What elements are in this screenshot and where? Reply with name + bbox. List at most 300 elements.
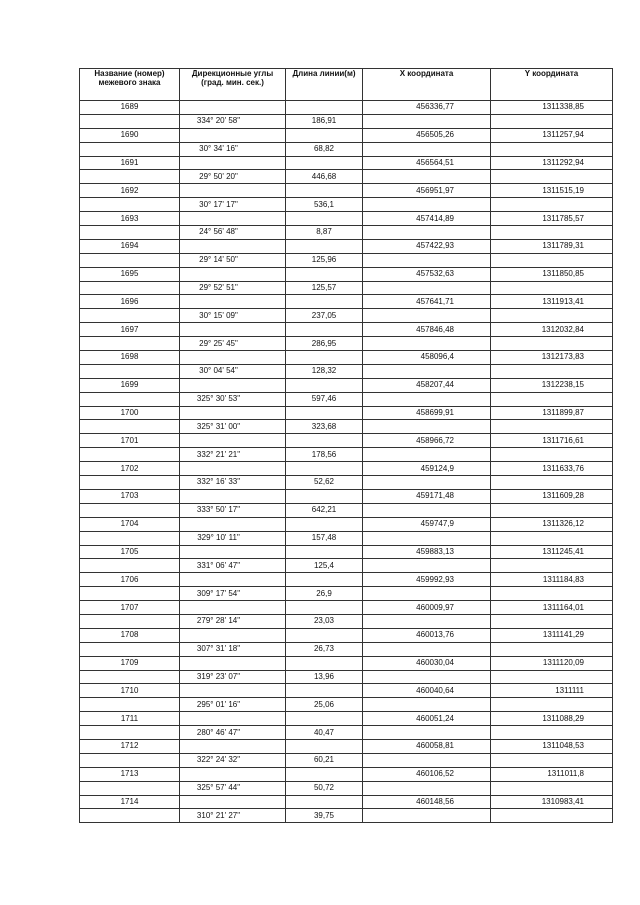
- empty-cell: [180, 128, 286, 142]
- point-name-cell: 1695: [80, 267, 180, 281]
- empty-cell: [363, 309, 491, 323]
- empty-cell: [491, 503, 613, 517]
- empty-cell: [491, 753, 613, 767]
- direction-angle-cell: 29° 25' 45": [180, 337, 286, 351]
- point-row: [80, 351, 613, 365]
- x-coordinate-cell: 460009,97: [363, 601, 491, 615]
- y-coordinate-cell: 1311111: [491, 684, 613, 698]
- empty-cell: [363, 392, 491, 406]
- header-line-length: Длина линии(м): [286, 69, 363, 101]
- point-row: [80, 406, 613, 420]
- x-coordinate-cell: 460051,24: [363, 712, 491, 726]
- line-length-cell: 237,05: [286, 309, 363, 323]
- empty-cell: [286, 128, 363, 142]
- point-name-cell: 1691: [80, 156, 180, 170]
- y-coordinate-cell: 1311716,61: [491, 434, 613, 448]
- empty-cell: [80, 753, 180, 767]
- x-coordinate-cell: 457532,63: [363, 267, 491, 281]
- direction-angle-cell: 295° 01' 16": [180, 698, 286, 712]
- line-length-cell: 26,73: [286, 642, 363, 656]
- empty-cell: [180, 489, 286, 503]
- direction-angle-cell: 307° 31' 18": [180, 642, 286, 656]
- point-row: [80, 656, 613, 670]
- point-name-cell: 1702: [80, 462, 180, 476]
- x-coordinate-cell: 459124,9: [363, 462, 491, 476]
- header-point-name: Название (номер) межевого знака: [80, 69, 180, 101]
- y-coordinate-cell: 1311899,87: [491, 406, 613, 420]
- point-row: [80, 545, 613, 559]
- point-name-cell: 1713: [80, 767, 180, 781]
- empty-cell: [180, 656, 286, 670]
- direction-angle-cell: 30° 04' 54": [180, 364, 286, 378]
- line-length-cell: 125,57: [286, 281, 363, 295]
- empty-cell: [363, 364, 491, 378]
- empty-cell: [180, 156, 286, 170]
- x-coordinate-cell: 456505,26: [363, 128, 491, 142]
- direction-angle-cell: 325° 30' 53": [180, 392, 286, 406]
- table-header-row: [80, 69, 613, 101]
- segment-row: [80, 614, 613, 628]
- empty-cell: [80, 392, 180, 406]
- empty-cell: [286, 323, 363, 337]
- direction-angle-cell: 325° 31' 00": [180, 420, 286, 434]
- point-row: [80, 434, 613, 448]
- empty-cell: [80, 337, 180, 351]
- empty-cell: [286, 295, 363, 309]
- segment-row: [80, 392, 613, 406]
- segment-row: [80, 587, 613, 601]
- header-y-coordinate: Y координата: [491, 69, 613, 101]
- direction-angle-cell: 30° 34' 16": [180, 142, 286, 156]
- line-length-cell: 40,47: [286, 726, 363, 740]
- point-row: [80, 462, 613, 476]
- empty-cell: [286, 406, 363, 420]
- line-length-cell: 23,03: [286, 614, 363, 628]
- segment-row: [80, 753, 613, 767]
- empty-cell: [180, 351, 286, 365]
- point-name-cell: 1700: [80, 406, 180, 420]
- line-length-cell: 186,91: [286, 114, 363, 128]
- empty-cell: [286, 573, 363, 587]
- empty-cell: [180, 684, 286, 698]
- empty-cell: [363, 670, 491, 684]
- empty-cell: [491, 670, 613, 684]
- point-name-cell: 1703: [80, 489, 180, 503]
- empty-cell: [80, 198, 180, 212]
- empty-cell: [80, 476, 180, 490]
- empty-cell: [363, 726, 491, 740]
- empty-cell: [80, 670, 180, 684]
- empty-cell: [80, 114, 180, 128]
- empty-cell: [363, 476, 491, 490]
- direction-angle-cell: 325° 57' 44": [180, 781, 286, 795]
- segment-row: [80, 420, 613, 434]
- point-name-cell: 1701: [80, 434, 180, 448]
- empty-cell: [491, 531, 613, 545]
- line-length-cell: 52,62: [286, 476, 363, 490]
- y-coordinate-cell: 1311164,01: [491, 601, 613, 615]
- x-coordinate-cell: 456951,97: [363, 184, 491, 198]
- point-row: [80, 601, 613, 615]
- direction-angle-cell: 332° 16' 33": [180, 476, 286, 490]
- empty-cell: [286, 517, 363, 531]
- y-coordinate-cell: 1310983,41: [491, 795, 613, 809]
- empty-cell: [491, 170, 613, 184]
- empty-cell: [180, 517, 286, 531]
- point-row: [80, 489, 613, 503]
- empty-cell: [80, 281, 180, 295]
- line-length-cell: 25,06: [286, 698, 363, 712]
- empty-cell: [286, 656, 363, 670]
- empty-cell: [363, 531, 491, 545]
- empty-cell: [286, 267, 363, 281]
- table-body: [80, 101, 613, 823]
- y-coordinate-cell: 1312032,84: [491, 323, 613, 337]
- point-row: [80, 323, 613, 337]
- empty-cell: [80, 503, 180, 517]
- point-row: [80, 184, 613, 198]
- segment-row: [80, 337, 613, 351]
- y-coordinate-cell: 1311913,41: [491, 295, 613, 309]
- empty-cell: [491, 392, 613, 406]
- empty-cell: [80, 614, 180, 628]
- x-coordinate-cell: 457846,48: [363, 323, 491, 337]
- empty-cell: [286, 434, 363, 448]
- empty-cell: [363, 448, 491, 462]
- line-length-cell: 26,9: [286, 587, 363, 601]
- empty-cell: [491, 226, 613, 240]
- empty-cell: [80, 226, 180, 240]
- empty-cell: [286, 239, 363, 253]
- empty-cell: [363, 198, 491, 212]
- x-coordinate-cell: 456336,77: [363, 101, 491, 115]
- empty-cell: [286, 212, 363, 226]
- direction-angle-cell: 280° 46' 47": [180, 726, 286, 740]
- point-row: [80, 101, 613, 115]
- direction-angle-cell: 310° 21' 27": [180, 809, 286, 823]
- direction-angle-cell: 30° 15' 09": [180, 309, 286, 323]
- direction-angle-cell: 24° 56' 48": [180, 226, 286, 240]
- empty-cell: [491, 587, 613, 601]
- empty-cell: [180, 267, 286, 281]
- y-coordinate-cell: 1311515,19: [491, 184, 613, 198]
- line-length-cell: 8,87: [286, 226, 363, 240]
- segment-row: [80, 114, 613, 128]
- x-coordinate-cell: 460058,81: [363, 739, 491, 753]
- empty-cell: [491, 281, 613, 295]
- direction-angle-cell: 329° 10' 11": [180, 531, 286, 545]
- point-row: [80, 573, 613, 587]
- empty-cell: [363, 503, 491, 517]
- empty-cell: [286, 795, 363, 809]
- empty-cell: [491, 726, 613, 740]
- point-name-cell: 1712: [80, 739, 180, 753]
- direction-angle-cell: 334° 20' 58": [180, 114, 286, 128]
- empty-cell: [491, 309, 613, 323]
- empty-cell: [363, 142, 491, 156]
- empty-cell: [286, 351, 363, 365]
- empty-cell: [180, 712, 286, 726]
- x-coordinate-cell: 459992,93: [363, 573, 491, 587]
- empty-cell: [363, 753, 491, 767]
- point-row: [80, 767, 613, 781]
- line-length-cell: 13,96: [286, 670, 363, 684]
- empty-cell: [180, 184, 286, 198]
- point-name-cell: 1689: [80, 101, 180, 115]
- empty-cell: [363, 809, 491, 823]
- y-coordinate-cell: 1312173,83: [491, 351, 613, 365]
- empty-cell: [286, 101, 363, 115]
- segment-row: [80, 531, 613, 545]
- point-name-cell: 1698: [80, 351, 180, 365]
- y-coordinate-cell: 1311609,28: [491, 489, 613, 503]
- point-name-cell: 1704: [80, 517, 180, 531]
- point-row: [80, 239, 613, 253]
- empty-cell: [491, 364, 613, 378]
- empty-cell: [80, 587, 180, 601]
- empty-cell: [363, 420, 491, 434]
- point-name-cell: 1690: [80, 128, 180, 142]
- y-coordinate-cell: 1311048,53: [491, 739, 613, 753]
- point-row: [80, 795, 613, 809]
- empty-cell: [80, 448, 180, 462]
- empty-cell: [363, 614, 491, 628]
- empty-cell: [363, 337, 491, 351]
- direction-angle-cell: 333° 50' 17": [180, 503, 286, 517]
- point-row: [80, 295, 613, 309]
- point-row: [80, 267, 613, 281]
- empty-cell: [80, 642, 180, 656]
- y-coordinate-cell: 1311789,31: [491, 239, 613, 253]
- line-length-cell: 60,21: [286, 753, 363, 767]
- empty-cell: [491, 114, 613, 128]
- empty-cell: [363, 698, 491, 712]
- header-x-coordinate: X координата: [363, 69, 491, 101]
- segment-row: [80, 476, 613, 490]
- empty-cell: [180, 406, 286, 420]
- empty-cell: [363, 253, 491, 267]
- empty-cell: [363, 114, 491, 128]
- y-coordinate-cell: 1311785,57: [491, 212, 613, 226]
- empty-cell: [286, 628, 363, 642]
- point-row: [80, 212, 613, 226]
- point-name-cell: 1714: [80, 795, 180, 809]
- line-length-cell: 125,96: [286, 253, 363, 267]
- empty-cell: [491, 142, 613, 156]
- point-name-cell: 1706: [80, 573, 180, 587]
- line-length-cell: 178,56: [286, 448, 363, 462]
- point-row: [80, 628, 613, 642]
- direction-angle-cell: 332° 21' 21": [180, 448, 286, 462]
- empty-cell: [80, 531, 180, 545]
- point-row: [80, 378, 613, 392]
- point-name-cell: 1705: [80, 545, 180, 559]
- point-name-cell: 1709: [80, 656, 180, 670]
- point-name-cell: 1692: [80, 184, 180, 198]
- x-coordinate-cell: 460030,04: [363, 656, 491, 670]
- empty-cell: [180, 739, 286, 753]
- empty-cell: [180, 601, 286, 615]
- empty-cell: [180, 573, 286, 587]
- y-coordinate-cell: 1311245,41: [491, 545, 613, 559]
- empty-cell: [491, 781, 613, 795]
- empty-cell: [286, 712, 363, 726]
- line-length-cell: 597,46: [286, 392, 363, 406]
- segment-row: [80, 170, 613, 184]
- point-row: [80, 684, 613, 698]
- line-length-cell: 286,95: [286, 337, 363, 351]
- point-row: [80, 712, 613, 726]
- x-coordinate-cell: 459883,13: [363, 545, 491, 559]
- segment-row: [80, 364, 613, 378]
- direction-angle-cell: 29° 14' 50": [180, 253, 286, 267]
- empty-cell: [286, 489, 363, 503]
- empty-cell: [363, 587, 491, 601]
- empty-cell: [363, 781, 491, 795]
- empty-cell: [80, 726, 180, 740]
- x-coordinate-cell: 458966,72: [363, 434, 491, 448]
- y-coordinate-cell: 1312238,15: [491, 378, 613, 392]
- empty-cell: [180, 295, 286, 309]
- line-length-cell: 157,48: [286, 531, 363, 545]
- empty-cell: [180, 239, 286, 253]
- line-length-cell: 125,4: [286, 559, 363, 573]
- point-name-cell: 1693: [80, 212, 180, 226]
- y-coordinate-cell: 1311850,85: [491, 267, 613, 281]
- point-name-cell: 1708: [80, 628, 180, 642]
- empty-cell: [286, 378, 363, 392]
- point-row: [80, 739, 613, 753]
- segment-row: [80, 448, 613, 462]
- empty-cell: [363, 281, 491, 295]
- x-coordinate-cell: 460148,56: [363, 795, 491, 809]
- segment-row: [80, 781, 613, 795]
- empty-cell: [180, 323, 286, 337]
- empty-cell: [491, 448, 613, 462]
- x-coordinate-cell: 458699,91: [363, 406, 491, 420]
- direction-angle-cell: 29° 52' 51": [180, 281, 286, 295]
- line-length-cell: 50,72: [286, 781, 363, 795]
- empty-cell: [491, 698, 613, 712]
- empty-cell: [80, 420, 180, 434]
- empty-cell: [286, 156, 363, 170]
- point-row: [80, 517, 613, 531]
- line-length-cell: 128,32: [286, 364, 363, 378]
- empty-cell: [491, 809, 613, 823]
- empty-cell: [80, 309, 180, 323]
- direction-angle-cell: 319° 23' 07": [180, 670, 286, 684]
- empty-cell: [491, 253, 613, 267]
- boundary-coordinates-table: [79, 68, 613, 823]
- y-coordinate-cell: 1311257,94: [491, 128, 613, 142]
- line-length-cell: 39,75: [286, 809, 363, 823]
- empty-cell: [80, 781, 180, 795]
- y-coordinate-cell: 1311292,94: [491, 156, 613, 170]
- y-coordinate-cell: 1311141,29: [491, 628, 613, 642]
- segment-row: [80, 503, 613, 517]
- x-coordinate-cell: 457641,71: [363, 295, 491, 309]
- x-coordinate-cell: 459747,9: [363, 517, 491, 531]
- empty-cell: [180, 795, 286, 809]
- x-coordinate-cell: 457422,93: [363, 239, 491, 253]
- header-direction-angle: Дирекционные углы (град. мин. сек.): [180, 69, 286, 101]
- line-length-cell: 446,68: [286, 170, 363, 184]
- empty-cell: [286, 462, 363, 476]
- empty-cell: [80, 698, 180, 712]
- direction-angle-cell: 279° 28' 14": [180, 614, 286, 628]
- x-coordinate-cell: 456564,51: [363, 156, 491, 170]
- empty-cell: [180, 545, 286, 559]
- empty-cell: [286, 684, 363, 698]
- y-coordinate-cell: 1311338,85: [491, 101, 613, 115]
- empty-cell: [363, 170, 491, 184]
- point-row: [80, 156, 613, 170]
- point-name-cell: 1697: [80, 323, 180, 337]
- segment-row: [80, 559, 613, 573]
- empty-cell: [363, 226, 491, 240]
- coordinates-sheet: [79, 68, 612, 823]
- empty-cell: [491, 614, 613, 628]
- x-coordinate-cell: 460013,76: [363, 628, 491, 642]
- point-name-cell: 1707: [80, 601, 180, 615]
- empty-cell: [491, 642, 613, 656]
- direction-angle-cell: 309° 17' 54": [180, 587, 286, 601]
- line-length-cell: 323,68: [286, 420, 363, 434]
- empty-cell: [180, 767, 286, 781]
- empty-cell: [180, 628, 286, 642]
- empty-cell: [180, 462, 286, 476]
- segment-row: [80, 226, 613, 240]
- direction-angle-cell: 322° 24' 32": [180, 753, 286, 767]
- empty-cell: [491, 337, 613, 351]
- empty-cell: [491, 420, 613, 434]
- y-coordinate-cell: 1311088,29: [491, 712, 613, 726]
- y-coordinate-cell: 1311120,09: [491, 656, 613, 670]
- segment-row: [80, 281, 613, 295]
- segment-row: [80, 809, 613, 823]
- x-coordinate-cell: 458096,4: [363, 351, 491, 365]
- direction-angle-cell: 30° 17' 17": [180, 198, 286, 212]
- segment-row: [80, 309, 613, 323]
- y-coordinate-cell: 1311633,76: [491, 462, 613, 476]
- x-coordinate-cell: 457414,89: [363, 212, 491, 226]
- empty-cell: [491, 559, 613, 573]
- segment-row: [80, 726, 613, 740]
- y-coordinate-cell: 1311326,12: [491, 517, 613, 531]
- empty-cell: [180, 101, 286, 115]
- empty-cell: [363, 642, 491, 656]
- y-coordinate-cell: 1311184,83: [491, 573, 613, 587]
- empty-cell: [286, 601, 363, 615]
- empty-cell: [80, 142, 180, 156]
- segment-row: [80, 670, 613, 684]
- empty-cell: [286, 739, 363, 753]
- empty-cell: [491, 198, 613, 212]
- point-name-cell: 1694: [80, 239, 180, 253]
- empty-cell: [80, 253, 180, 267]
- line-length-cell: 68,82: [286, 142, 363, 156]
- point-row: [80, 128, 613, 142]
- point-name-cell: 1710: [80, 684, 180, 698]
- line-length-cell: 642,21: [286, 503, 363, 517]
- point-name-cell: 1696: [80, 295, 180, 309]
- empty-cell: [180, 378, 286, 392]
- segment-row: [80, 142, 613, 156]
- empty-cell: [180, 434, 286, 448]
- x-coordinate-cell: 458207,44: [363, 378, 491, 392]
- point-name-cell: 1699: [80, 378, 180, 392]
- empty-cell: [286, 767, 363, 781]
